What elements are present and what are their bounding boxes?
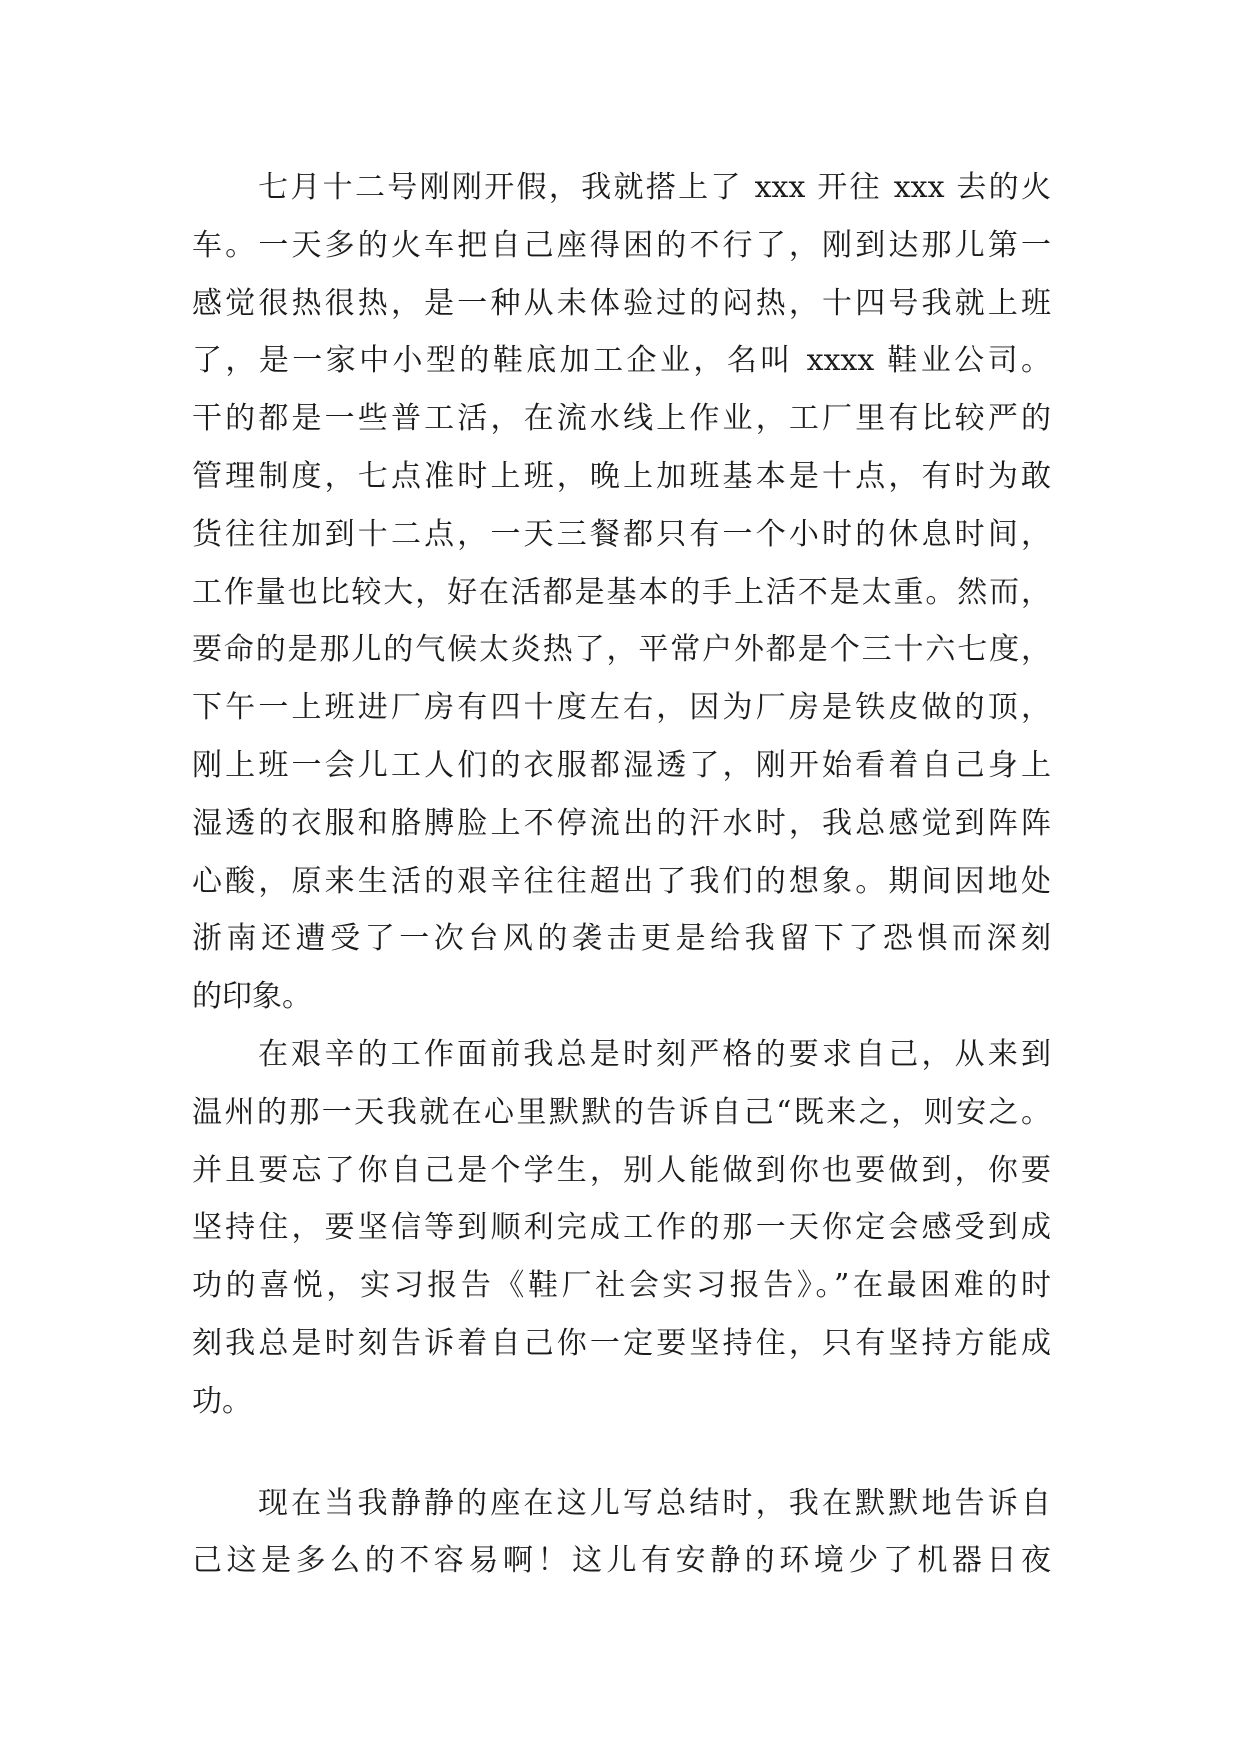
text-line: 在艰辛的工作面前我总是时刻严格的要求自己，从来到 — [258, 1036, 1051, 1072]
text-line: 湿透的衣服和胳膊脸上不停流出的汗水时，我总感觉到阵阵 — [192, 805, 1051, 841]
text-line: 干的都是一些普工活，在流水线上作业，工厂里有比较严的 — [192, 401, 1051, 437]
text-line: 了，是一家中小型的鞋底加工企业，名叫 xxxx 鞋业公司。 — [192, 343, 1051, 379]
text-line: 刚上班一会儿工人们的衣服都湿透了，刚开始看着自己身上 — [192, 747, 1051, 783]
text-line: 心酸，原来生活的艰辛往往超出了我们的想象。期间因地处 — [192, 863, 1051, 899]
text-line: 下午一上班进厂房有四十度左右，因为厂房是铁皮做的顶， — [192, 690, 1051, 726]
paragraph-1 — [192, 159, 1051, 1026]
text-line: 浙南还遭受了一次台风的袭击更是给我留下了恐惧而深刻 — [192, 921, 1051, 957]
text-line: 功的喜悦，实习报告《鞋厂社会实习报告》。”在最困难的时 — [192, 1268, 1051, 1304]
text-line: 工作量也比较大，好在活都是基本的手上活不是太重。然而， — [192, 574, 1051, 610]
text-line: 己这是多么的不容易啊！这儿有安静的环境少了机器日夜 — [192, 1543, 1051, 1579]
text-line: 要命的是那儿的气候太炎热了，平常户外都是个三十六七度， — [192, 632, 1051, 668]
text-line: 坚持住，要坚信等到顺利完成工作的那一天你定会感受到成 — [192, 1210, 1051, 1246]
text-line: 货往往加到十二点，一天三餐都只有一个小时的休息时间， — [192, 516, 1051, 552]
text-line: 管理制度，七点准时上班，晚上加班基本是十点，有时为敢 — [192, 458, 1051, 494]
text-line: 感觉很热很热，是一种从未体验过的闷热，十四号我就上班 — [192, 285, 1051, 321]
text-line: 的印象。 — [192, 979, 312, 1015]
text-line: 现在当我静静的座在这儿写总结时，我在默默地告诉自 — [258, 1485, 1051, 1521]
text-line: 车。一天多的火车把自己座得困的不行了，刚到达那儿第一 — [192, 227, 1051, 263]
document-body — [192, 159, 1051, 1590]
paragraph-2 — [192, 1026, 1051, 1431]
paragraph-3 — [192, 1475, 1051, 1591]
text-line: 并且要忘了你自己是个学生，别人能做到你也要做到，你要 — [192, 1152, 1051, 1188]
text-line: 温州的那一天我就在心里默默的告诉自己“既来之，则安之。 — [192, 1094, 1051, 1130]
text-line: 七月十二号刚刚开假，我就搭上了 xxx 开往 xxx 去的火 — [258, 170, 1051, 205]
text-line: 功。 — [192, 1383, 252, 1419]
text-line: 刻我总是时刻告诉着自己你一定要坚持住，只有坚持方能成 — [192, 1325, 1051, 1361]
